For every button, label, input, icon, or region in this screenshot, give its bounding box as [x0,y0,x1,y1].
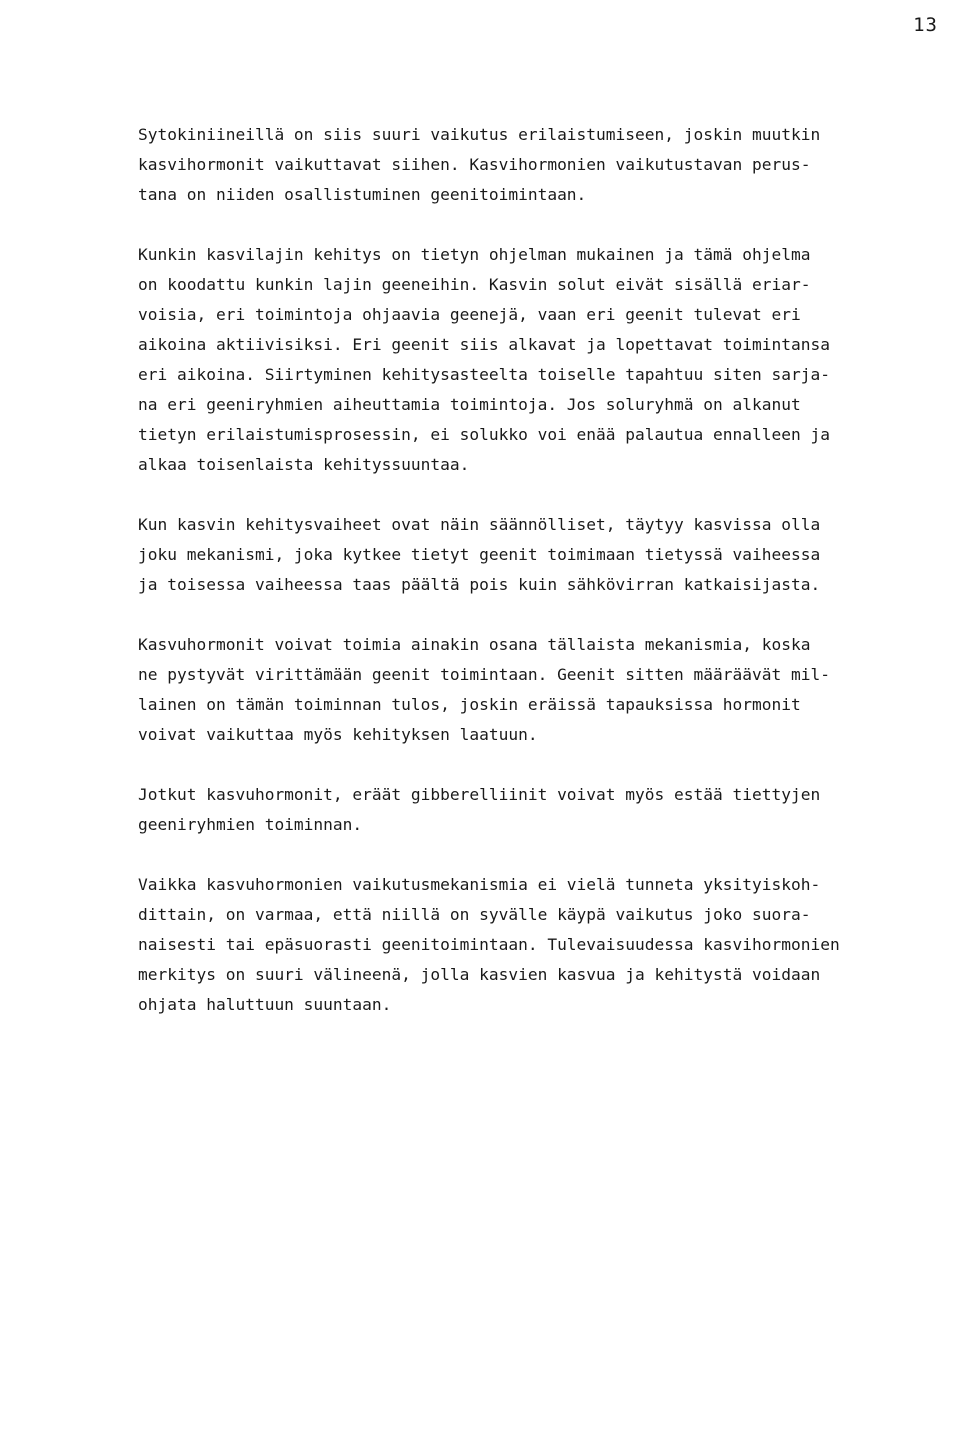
text-line: Vaikka kasvuhormonien vaikutusmekanismia ei vielä tunneta yksityiskoh- [138,875,821,894]
text-line: dittain, on varmaa, että niillä on syvälle käypä vaikutus joko suora- [138,905,811,924]
text-line: joku mekanismi, joka kytkee tietyt geenit toimimaan tietyssä vaiheessa [138,545,821,564]
text-line: eri aikoina. Siirtyminen kehitysasteelta toiselle tapahtuu siten sarja- [138,365,830,384]
paragraph-4 [138,630,958,750]
page-number: 13 [913,14,938,36]
paragraph-2 [138,240,958,480]
paragraph-6 [138,870,958,1020]
text-line: merkitys on suuri välineenä, jolla kasvien kasvua ja kehitystä voidaan [138,965,821,984]
text-line: naisesti tai epäsuorasti geenitoimintaan. Tulevaisuudessa kasvihormonien [138,935,840,954]
paragraph-1 [138,120,958,210]
text-line: tietyn erilaistumisprosessin, ei solukko voi enää palautua ennalleen ja [138,425,830,444]
text-line: Kunkin kasvilajin kehitys on tietyn ohjelman mukainen ja tämä ohjelma [138,245,811,264]
text-line: voisia, eri toimintoja ohjaavia geenejä, vaan eri geenit tulevat eri [138,305,801,324]
text-line: ja toisessa vaiheessa taas päältä pois kuin sähkövirran katkaisijasta. [138,575,821,594]
paragraph-5 [138,780,958,840]
text-line: ne pystyvät virittämään geenit toimintaan. Geenit sitten määräävät mil- [138,665,830,684]
text-line: on koodattu kunkin lajin geeneihin. Kasvin solut eivät sisällä eriar- [138,275,811,294]
paragraph-3 [138,510,958,600]
text-line: kasvihormonit vaikuttavat siihen. Kasvihormonien vaikutustavan perus- [138,155,811,174]
text-line: ohjata haluttuun suuntaan. [138,995,392,1014]
text-line: alkaa toisenlaista kehityssuuntaa. [138,455,470,474]
text-line: na eri geeniryhmien aiheuttamia toimintoja. Jos soluryhmä on alkanut [138,395,801,414]
text-line: Jotkut kasvuhormonit, eräät gibberelliinit voivat myös estää tiettyjen [138,785,821,804]
text-line: geeniryhmien toiminnan. [138,815,363,834]
text-line: Kun kasvin kehitysvaiheet ovat näin säännölliset, täytyy kasvissa olla [138,515,821,534]
text-line: Sytokiniineillä on siis suuri vaikutus erilaistumiseen, joskin muutkin [138,125,821,144]
text-line: tana on niiden osallistuminen geenitoimintaan. [138,185,587,204]
document-body [138,120,958,1050]
text-line: voivat vaikuttaa myös kehityksen laatuun. [138,725,538,744]
text-line: lainen on tämän toiminnan tulos, joskin eräissä tapauksissa hormonit [138,695,801,714]
text-line: Kasvuhormonit voivat toimia ainakin osana tällaista mekanismia, koska [138,635,811,654]
text-line: aikoina aktiivisiksi. Eri geenit siis alkavat ja lopettavat toimintansa [138,335,830,354]
